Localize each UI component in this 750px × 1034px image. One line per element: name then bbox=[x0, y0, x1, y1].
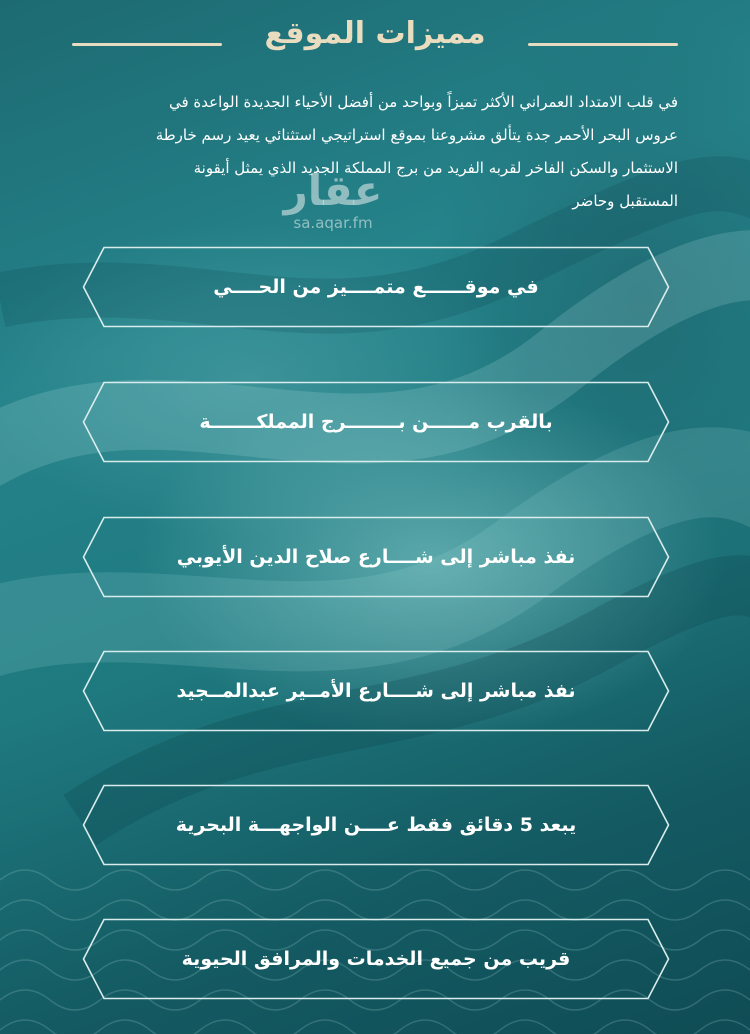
feature-item bbox=[82, 918, 670, 1000]
watermark-logo: عقار bbox=[283, 166, 383, 215]
feature-label: بالقرب مــــــن بــــــــرج المملكـــــــة bbox=[199, 411, 553, 433]
feature-item bbox=[82, 784, 670, 866]
feature-label: يبعد 5 دقائق فقط عــــن الواجهـــة البحرية bbox=[175, 814, 577, 836]
aqar-watermark bbox=[268, 168, 398, 232]
feature-label: قريب من جميع الخدمات والمرافق الحيوية bbox=[181, 948, 571, 970]
section-header bbox=[0, 10, 750, 60]
feature-label: نفذ مباشر إلى شــــارع صلاح الدين الأيوبي bbox=[176, 546, 576, 568]
feature-item bbox=[82, 650, 670, 732]
header-divider-left bbox=[72, 43, 222, 46]
intro-line: في قلب الامتداد العمراني الأكثر تميزاً وبواحد من أفضل الأحياء الجديدة الواعدة في bbox=[168, 93, 678, 111]
intro-line: المستقبل وحاضر bbox=[572, 192, 678, 210]
feature-label: في موقــــــع متمــــيز من الحــــي bbox=[213, 276, 539, 298]
intro-line: الاستثمار والسكن الفاخر لقربه الفريد من برج المملكة الجديد الذي يمثل أيقونة bbox=[193, 159, 678, 177]
header-divider-right bbox=[528, 43, 678, 46]
feature-item bbox=[82, 516, 670, 598]
page-title: مميزات الموقع bbox=[264, 16, 486, 51]
watermark-url: sa.aqar.fm bbox=[293, 214, 373, 232]
feature-label: نفذ مباشر إلى شــــارع الأمــير عبدالمــجيد bbox=[176, 680, 576, 702]
feature-item bbox=[82, 381, 670, 463]
intro-line: عروس البحر الأحمر جدة يتألق مشروعنا بموقع استراتيجي استثنائي يعيد رسم خارطة bbox=[155, 126, 678, 144]
feature-item bbox=[82, 246, 670, 328]
